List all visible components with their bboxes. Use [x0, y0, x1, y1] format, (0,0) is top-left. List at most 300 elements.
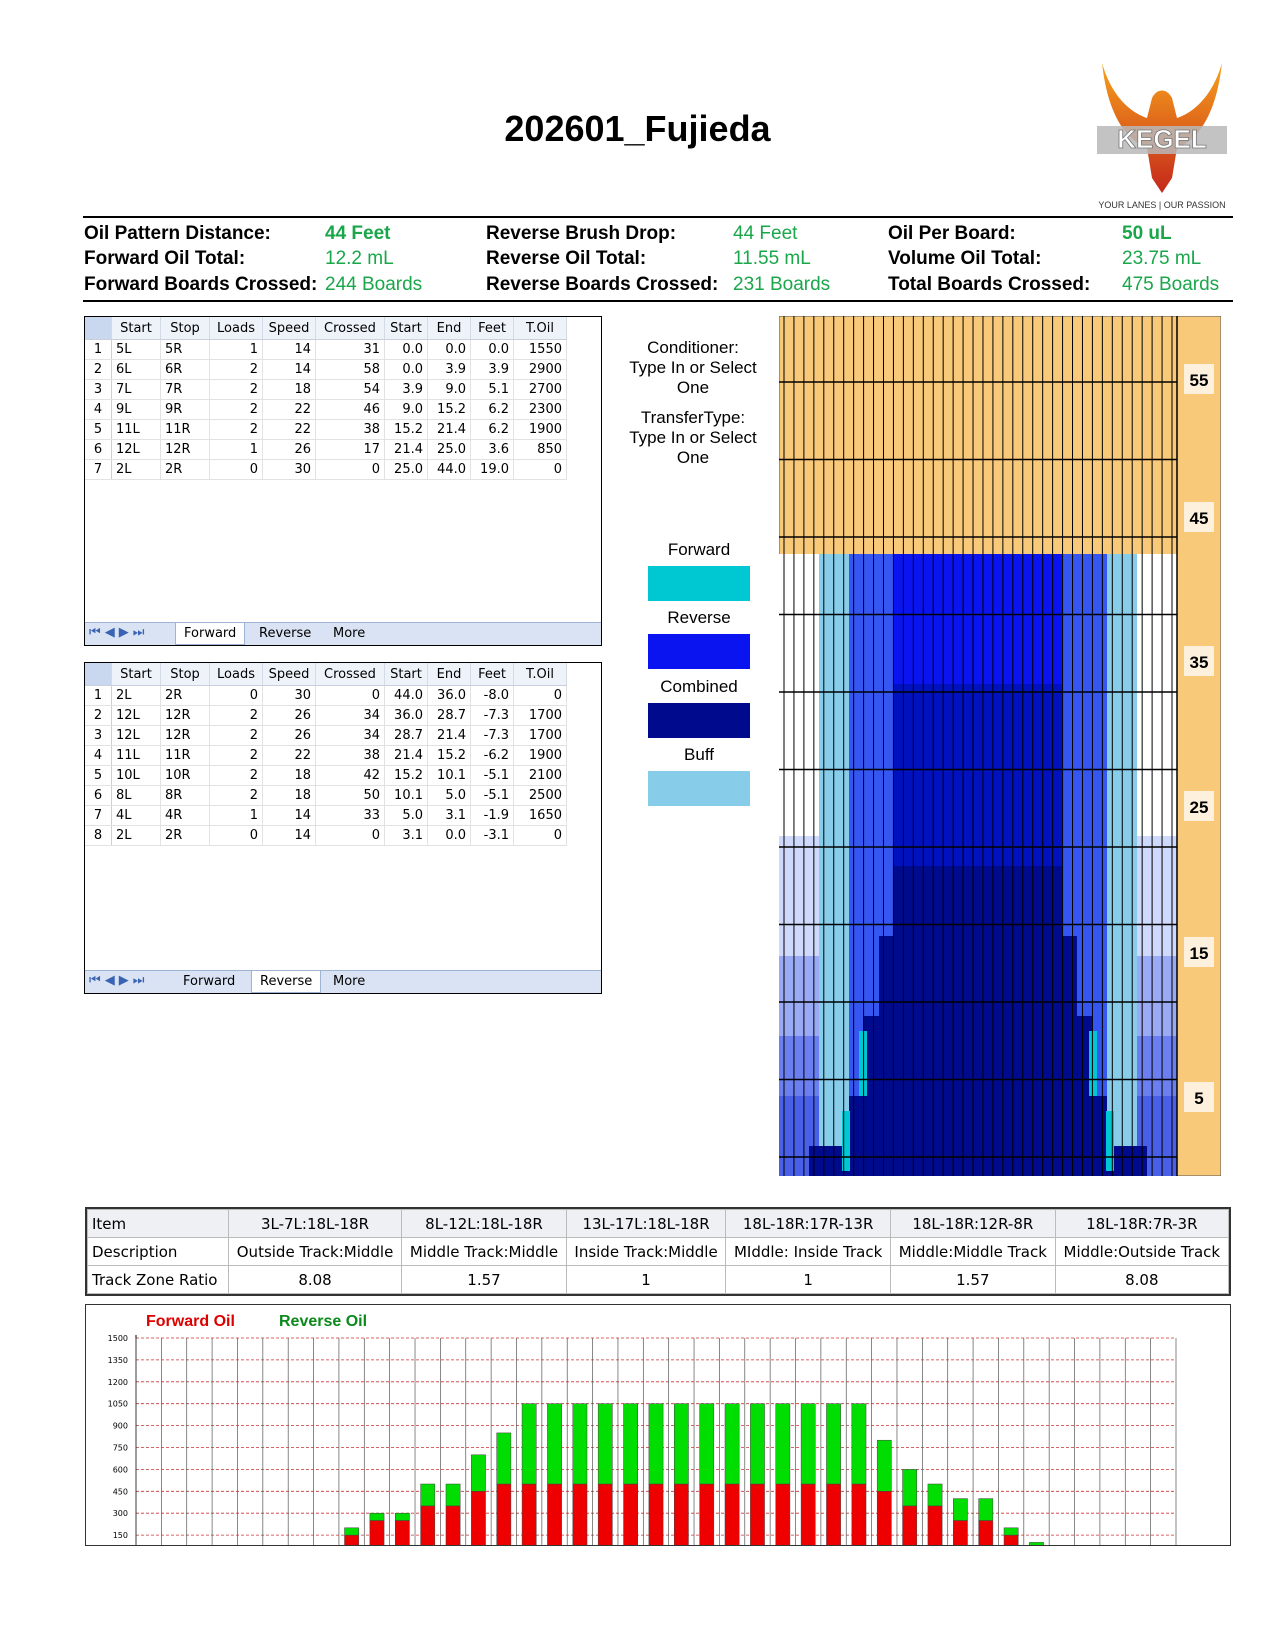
table-cell[interactable]: 18: [263, 380, 316, 400]
table-cell[interactable]: 5.0: [428, 786, 471, 806]
row-number[interactable]: 4: [85, 400, 112, 420]
column-header[interactable]: Stop: [161, 317, 210, 340]
table-cell[interactable]: 5R: [161, 340, 210, 360]
legend-forward-label: Forward: [667, 540, 731, 559]
reverse-boards-crossed-label: Reverse Boards Crossed:: [486, 274, 719, 295]
forward-oil-bar: [750, 1484, 764, 1545]
table-cell[interactable]: 0.0: [385, 340, 428, 360]
row-number[interactable]: 5: [85, 766, 112, 786]
table-cell[interactable]: 11L: [112, 420, 161, 440]
table-cell[interactable]: 0: [316, 826, 385, 846]
table-cell[interactable]: 54: [316, 380, 385, 400]
zone-cell: Middle:Middle Track: [891, 1238, 1056, 1266]
forward-oil-grid[interactable]: [84, 316, 602, 646]
table-cell[interactable]: 50: [316, 786, 385, 806]
reverse-oil-bar: [674, 1404, 688, 1484]
table-cell[interactable]: 5L: [112, 340, 161, 360]
page-title: 202601_Fujieda: [504, 108, 771, 149]
kegel-logo: [1092, 58, 1232, 213]
table-cell[interactable]: 2100: [514, 766, 567, 786]
reverse-oil-bar: [750, 1404, 764, 1484]
table-cell[interactable]: 10.1: [428, 766, 471, 786]
reverse-oil-bar: [471, 1455, 485, 1492]
table-cell[interactable]: 2: [210, 380, 263, 400]
forward-oil-bar: [370, 1521, 384, 1546]
table-cell[interactable]: 1700: [514, 726, 567, 746]
column-header[interactable]: Start: [385, 663, 428, 686]
reverse-oil-bar: [826, 1404, 840, 1484]
tab-reverse[interactable]: Reverse: [259, 626, 312, 641]
reverse-oil-total-label: Reverse Oil Total:: [486, 248, 647, 269]
forward-oil-bar: [421, 1506, 435, 1545]
reverse-oil-grid[interactable]: [84, 662, 602, 994]
oil-pattern-distance-value: 44 Feet: [325, 223, 391, 244]
tab-more[interactable]: More: [333, 974, 366, 989]
table-cell[interactable]: 38: [316, 420, 385, 440]
column-header[interactable]: Loads: [210, 317, 263, 340]
column-header[interactable]: Start: [112, 663, 161, 686]
table-cell[interactable]: 3.9: [428, 360, 471, 380]
oil-area: [1089, 1031, 1097, 1096]
table-cell[interactable]: 2: [210, 420, 263, 440]
table-cell[interactable]: 1: [210, 806, 263, 826]
zone-cell: 1.57: [402, 1266, 567, 1294]
zone-cell: 1: [566, 1266, 725, 1294]
forward-oil-bar: [395, 1521, 409, 1546]
row-number[interactable]: 3: [85, 726, 112, 746]
table-cell[interactable]: 18: [263, 766, 316, 786]
table-cell[interactable]: 9L: [112, 400, 161, 420]
table-cell[interactable]: -6.2: [471, 746, 514, 766]
table-cell[interactable]: 17: [316, 440, 385, 460]
table-cell[interactable]: -7.3: [471, 706, 514, 726]
table-cell[interactable]: 1700: [514, 706, 567, 726]
forward-oil-bar: [1004, 1535, 1018, 1545]
table-cell[interactable]: 2500: [514, 786, 567, 806]
table-cell[interactable]: 1550: [514, 340, 567, 360]
reverse-boards-crossed-value: 231 Boards: [733, 274, 831, 295]
table-cell[interactable]: 34: [316, 706, 385, 726]
legend-buff-swatch: [648, 771, 750, 806]
table-cell[interactable]: 22: [263, 746, 316, 766]
grid-corner[interactable]: [85, 317, 112, 340]
table-cell[interactable]: 0: [514, 686, 567, 706]
table-cell[interactable]: 15.2: [428, 400, 471, 420]
y-tick-label: 1200: [107, 1377, 128, 1387]
table-cell[interactable]: 12R: [161, 706, 210, 726]
y-tick-label: 450: [112, 1487, 128, 1497]
table-row[interactable]: [85, 686, 567, 706]
oil-per-board-label: Oil Per Board:: [888, 223, 1016, 244]
forward-oil-bar: [624, 1484, 638, 1545]
row-number[interactable]: 7: [85, 806, 112, 826]
transfer-label: TransferType:: [640, 408, 746, 427]
table-cell[interactable]: 36.0: [428, 686, 471, 706]
table-cell[interactable]: 8L: [112, 786, 161, 806]
reverse-oil-bar: [801, 1404, 815, 1484]
sheet-nav-icons[interactable]: ⏮◀▶⏭: [89, 973, 149, 988]
table-cell[interactable]: 38: [316, 746, 385, 766]
table-cell[interactable]: 2: [210, 726, 263, 746]
table-cell[interactable]: 33: [316, 806, 385, 826]
table-cell[interactable]: 2: [210, 746, 263, 766]
table-cell[interactable]: 2R: [161, 686, 210, 706]
forward-oil-bar: [852, 1484, 866, 1545]
svg-text:KEGEL: KEGEL: [1117, 124, 1207, 154]
table-cell[interactable]: 12L: [112, 440, 161, 460]
table-row[interactable]: [85, 340, 567, 360]
forward-oil-bar: [928, 1506, 942, 1545]
reverse-oil-bar: [345, 1528, 359, 1535]
reverse-oil-bar: [598, 1404, 612, 1484]
row-number[interactable]: 1: [85, 340, 112, 360]
table-cell[interactable]: 12R: [161, 440, 210, 460]
reverse-oil-bar: [928, 1484, 942, 1506]
table-cell[interactable]: 44.0: [428, 460, 471, 480]
table-cell[interactable]: 21.4: [428, 726, 471, 746]
table-cell[interactable]: -8.0: [471, 686, 514, 706]
forward-oil-bar: [649, 1484, 663, 1545]
table-cell[interactable]: 31: [316, 340, 385, 360]
y-tick-label: 150: [112, 1531, 128, 1541]
legend-buff-label: Buff: [684, 745, 714, 764]
column-header[interactable]: Feet: [471, 317, 514, 340]
table-cell[interactable]: -7.3: [471, 726, 514, 746]
table-row[interactable]: [85, 400, 567, 420]
column-header[interactable]: Start: [112, 317, 161, 340]
column-header[interactable]: T.Oil: [514, 663, 567, 686]
distance-label: 5: [1194, 1089, 1204, 1108]
column-header[interactable]: Stop: [161, 663, 210, 686]
table-cell[interactable]: 5.0: [385, 806, 428, 826]
reverse-oil-bar: [522, 1404, 536, 1484]
table-cell[interactable]: 3.9: [385, 380, 428, 400]
zone-cell: 18L-18R:12R-8R: [891, 1210, 1056, 1238]
table-cell[interactable]: 26: [263, 706, 316, 726]
reverse-oil-bar: [1029, 1542, 1043, 1545]
row-label: Track Zone Ratio: [88, 1266, 229, 1294]
zone-cell: 18L-18R:7R-3R: [1055, 1210, 1228, 1238]
table-cell[interactable]: 30: [263, 460, 316, 480]
table-cell[interactable]: 7R: [161, 380, 210, 400]
zone-cell: Middle:Outside Track: [1055, 1238, 1228, 1266]
table-cell[interactable]: 2900: [514, 360, 567, 380]
row-number[interactable]: 4: [85, 746, 112, 766]
reverse-oil-bar: [953, 1499, 967, 1521]
table-cell[interactable]: 21.4: [385, 440, 428, 460]
table-cell[interactable]: 12L: [112, 726, 161, 746]
chart-bars: [319, 1404, 1043, 1545]
conditioner-setting: [618, 338, 768, 398]
legend-combined-label: Combined: [660, 677, 738, 696]
table-cell[interactable]: 28.7: [428, 706, 471, 726]
forward-oil-bar: [826, 1484, 840, 1545]
row-label: Item: [88, 1210, 229, 1238]
table-row[interactable]: [85, 826, 567, 846]
row-label: Description: [88, 1238, 229, 1266]
reverse-oil-bar: [421, 1484, 435, 1506]
forward-oil-bar: [345, 1535, 359, 1545]
table-cell[interactable]: 3.1: [385, 826, 428, 846]
y-tick-label: 1350: [107, 1355, 128, 1365]
table-cell[interactable]: 0.0: [428, 340, 471, 360]
reverse-oil-bar: [877, 1440, 891, 1491]
table-cell[interactable]: 6L: [112, 360, 161, 380]
table-cell[interactable]: 0: [210, 826, 263, 846]
table-cell[interactable]: 2: [210, 360, 263, 380]
table-cell[interactable]: 11L: [112, 746, 161, 766]
table-cell[interactable]: 10.1: [385, 786, 428, 806]
table-cell[interactable]: -3.1: [471, 826, 514, 846]
table-cell[interactable]: 850: [514, 440, 567, 460]
legend-reverse-swatch: [648, 634, 750, 669]
reverse-oil-bar: [852, 1404, 866, 1484]
row-number[interactable]: 2: [85, 706, 112, 726]
table-row[interactable]: [85, 806, 567, 826]
table-cell[interactable]: 21.4: [385, 746, 428, 766]
table-cell[interactable]: 4L: [112, 806, 161, 826]
table-cell[interactable]: 0.0: [471, 340, 514, 360]
table-row[interactable]: [85, 726, 567, 746]
table-cell[interactable]: 9R: [161, 400, 210, 420]
table-cell[interactable]: 7L: [112, 380, 161, 400]
table-cell[interactable]: 10L: [112, 766, 161, 786]
transfer-value: Type In or Select One: [629, 428, 757, 467]
table-cell[interactable]: 44.0: [385, 686, 428, 706]
table-cell[interactable]: 12R: [161, 726, 210, 746]
legend-reverse-label: Reverse: [667, 608, 731, 627]
table-cell[interactable]: 6.2: [471, 420, 514, 440]
reverse-oil-total-value: 11.55 mL: [733, 248, 811, 269]
table-cell[interactable]: 9.0: [385, 400, 428, 420]
table-cell[interactable]: 25.0: [428, 440, 471, 460]
table-cell[interactable]: 2L: [112, 686, 161, 706]
table-cell[interactable]: 2R: [161, 460, 210, 480]
table-row[interactable]: [85, 380, 567, 400]
table-row[interactable]: [85, 746, 567, 766]
oil-per-board-value: 50 uL: [1122, 223, 1172, 244]
forward-oil-bar: [497, 1484, 511, 1545]
table-cell[interactable]: 2L: [112, 460, 161, 480]
table-cell[interactable]: 0: [210, 460, 263, 480]
column-header[interactable]: Loads: [210, 663, 263, 686]
table-cell[interactable]: 21.4: [428, 420, 471, 440]
table-cell[interactable]: 2: [210, 706, 263, 726]
table-cell[interactable]: 2: [210, 400, 263, 420]
zone-cell: 1: [726, 1266, 891, 1294]
table-cell[interactable]: 1: [210, 440, 263, 460]
y-tick-label: 900: [112, 1421, 128, 1431]
table-row[interactable]: [85, 440, 567, 460]
table-cell[interactable]: 1900: [514, 746, 567, 766]
table-cell[interactable]: 0.0: [385, 360, 428, 380]
table-cell[interactable]: 22: [263, 400, 316, 420]
legend-reverse-oil: Reverse Oil: [279, 1313, 368, 1330]
y-tick-label: 1500: [107, 1334, 128, 1343]
table-cell[interactable]: 12L: [112, 706, 161, 726]
reverse-oil-bar: [395, 1513, 409, 1520]
table-cell[interactable]: 1650: [514, 806, 567, 826]
table-row[interactable]: [85, 766, 567, 786]
zone-cell: Middle Track:Middle: [402, 1238, 567, 1266]
table-row[interactable]: [85, 786, 567, 806]
table-cell[interactable]: 28.7: [385, 726, 428, 746]
column-header[interactable]: Start: [385, 317, 428, 340]
table-cell[interactable]: -5.1: [471, 766, 514, 786]
table-cell[interactable]: 42: [316, 766, 385, 786]
reverse-oil-bar: [700, 1404, 714, 1484]
table-cell[interactable]: 3.1: [428, 806, 471, 826]
table-cell[interactable]: 1900: [514, 420, 567, 440]
tab-reverse[interactable]: Reverse: [251, 971, 321, 993]
table-cell[interactable]: 15.2: [385, 766, 428, 786]
table-cell[interactable]: 9.0: [428, 380, 471, 400]
reverse-oil-bar: [547, 1404, 561, 1484]
total-boards-crossed-label: Total Boards Crossed:: [888, 274, 1091, 295]
column-header[interactable]: End: [428, 663, 471, 686]
table-cell[interactable]: 36.0: [385, 706, 428, 726]
table-cell[interactable]: 2: [210, 766, 263, 786]
distance-label: 45: [1189, 509, 1209, 528]
reverse-brush-drop-value: 44 Feet: [733, 223, 798, 244]
table-cell[interactable]: 8R: [161, 786, 210, 806]
table-cell[interactable]: 0: [210, 686, 263, 706]
reverse-oil-bar: [446, 1484, 460, 1506]
table-cell[interactable]: 0: [316, 460, 385, 480]
table-cell[interactable]: 15.2: [428, 746, 471, 766]
table-cell[interactable]: 6.2: [471, 400, 514, 420]
table-cell[interactable]: 18: [263, 786, 316, 806]
reverse-oil-bar: [776, 1404, 790, 1484]
table-cell[interactable]: 26: [263, 440, 316, 460]
reverse-oil-bar: [979, 1499, 993, 1521]
reverse-oil-bar: [725, 1404, 739, 1484]
table-cell[interactable]: 26: [263, 726, 316, 746]
forward-oil-total-value: 12.2 mL: [325, 248, 394, 269]
table-cell[interactable]: 34: [316, 726, 385, 746]
table-cell[interactable]: 15.2: [385, 420, 428, 440]
forward-oil-bar: [877, 1491, 891, 1545]
row-number[interactable]: 6: [85, 786, 112, 806]
table-cell[interactable]: 4R: [161, 806, 210, 826]
column-header[interactable]: Crossed: [316, 317, 385, 340]
table-cell[interactable]: 0: [514, 460, 567, 480]
column-header[interactable]: Feet: [471, 663, 514, 686]
volume-oil-total-value: 23.75 mL: [1122, 248, 1202, 269]
table-cell[interactable]: 3.9: [471, 360, 514, 380]
table-row[interactable]: [85, 360, 567, 380]
oil-pattern-distance-label: Oil Pattern Distance:: [84, 223, 271, 244]
sheet-nav-icons[interactable]: ⏮◀▶⏭: [89, 625, 149, 640]
forward-grid-tabbar: [85, 622, 601, 645]
table-cell[interactable]: 2700: [514, 380, 567, 400]
forward-oil-bar: [547, 1484, 561, 1545]
table-cell[interactable]: 5.1: [471, 380, 514, 400]
y-tick-labels: [108, 1334, 128, 1540]
table-cell[interactable]: 19.0: [471, 460, 514, 480]
table-cell[interactable]: 58: [316, 360, 385, 380]
forward-oil-bar: [979, 1521, 993, 1546]
row-number[interactable]: 2: [85, 360, 112, 380]
column-header[interactable]: Crossed: [316, 663, 385, 686]
table-cell[interactable]: 0: [514, 826, 567, 846]
table-cell[interactable]: 22: [263, 420, 316, 440]
table-cell[interactable]: 0: [316, 686, 385, 706]
conditioner-label: Conditioner:: [647, 338, 739, 357]
table-cell[interactable]: 25.0: [385, 460, 428, 480]
table-cell[interactable]: 14: [263, 826, 316, 846]
table-row[interactable]: [85, 420, 567, 440]
tab-forward[interactable]: Forward: [183, 974, 236, 989]
table-row[interactable]: [85, 706, 567, 726]
table-cell[interactable]: 11R: [161, 746, 210, 766]
forward-oil-bar: [953, 1521, 967, 1546]
forward-oil-bar: [522, 1484, 536, 1545]
table-cell[interactable]: -1.9: [471, 806, 514, 826]
forward-oil-bar: [674, 1484, 688, 1545]
row-number[interactable]: 8: [85, 826, 112, 846]
table-cell[interactable]: 2: [210, 786, 263, 806]
table-cell[interactable]: 2300: [514, 400, 567, 420]
table-cell[interactable]: 10R: [161, 766, 210, 786]
forward-oil-bar: [573, 1484, 587, 1545]
reverse-grid-tabbar: [85, 970, 601, 993]
column-header[interactable]: T.Oil: [514, 317, 567, 340]
row-number[interactable]: 6: [85, 440, 112, 460]
y-tick-label: 1050: [107, 1399, 128, 1409]
forward-boards-crossed-label: Forward Boards Crossed:: [84, 274, 318, 295]
reverse-oil-bar: [1004, 1528, 1018, 1535]
table-cell[interactable]: 11R: [161, 420, 210, 440]
zone-cell: MIddle: Inside Track: [726, 1238, 891, 1266]
table-cell[interactable]: 3.6: [471, 440, 514, 460]
row-number[interactable]: 3: [85, 380, 112, 400]
volume-oil-total-label: Volume Oil Total:: [888, 248, 1042, 269]
table-row[interactable]: [85, 460, 567, 480]
legend-forward-swatch: [648, 566, 750, 601]
table-cell[interactable]: 14: [263, 360, 316, 380]
table-cell[interactable]: 2L: [112, 826, 161, 846]
zone-cell: 3L-7L:18L-18R: [228, 1210, 401, 1238]
grid-corner[interactable]: [85, 663, 112, 686]
tab-forward[interactable]: Forward: [175, 623, 245, 645]
reverse-oil-bar: [649, 1404, 663, 1484]
y-tick-label: 600: [112, 1465, 128, 1475]
row-number[interactable]: 1: [85, 686, 112, 706]
table-cell[interactable]: 14: [263, 806, 316, 826]
table-cell[interactable]: 6R: [161, 360, 210, 380]
table-cell[interactable]: 46: [316, 400, 385, 420]
tab-more[interactable]: More: [333, 626, 366, 641]
table-cell[interactable]: 14: [263, 340, 316, 360]
distance-label: 25: [1189, 798, 1209, 817]
table-cell[interactable]: 1: [210, 340, 263, 360]
table-cell[interactable]: 2R: [161, 826, 210, 846]
table-cell[interactable]: -5.1: [471, 786, 514, 806]
row-number[interactable]: 7: [85, 460, 112, 480]
column-header[interactable]: End: [428, 317, 471, 340]
reverse-oil-bar: [370, 1513, 384, 1520]
zone-cell: 8.08: [228, 1266, 401, 1294]
column-header[interactable]: Speed: [263, 663, 316, 686]
zone-cell: 13L-17L:18L-18R: [566, 1210, 725, 1238]
table-cell[interactable]: 0.0: [428, 826, 471, 846]
lane-oil-graph: [779, 316, 1221, 1176]
row-number[interactable]: 5: [85, 420, 112, 440]
table-cell[interactable]: 30: [263, 686, 316, 706]
forward-oil-total-label: Forward Oil Total:: [84, 248, 246, 269]
column-header[interactable]: Speed: [263, 317, 316, 340]
